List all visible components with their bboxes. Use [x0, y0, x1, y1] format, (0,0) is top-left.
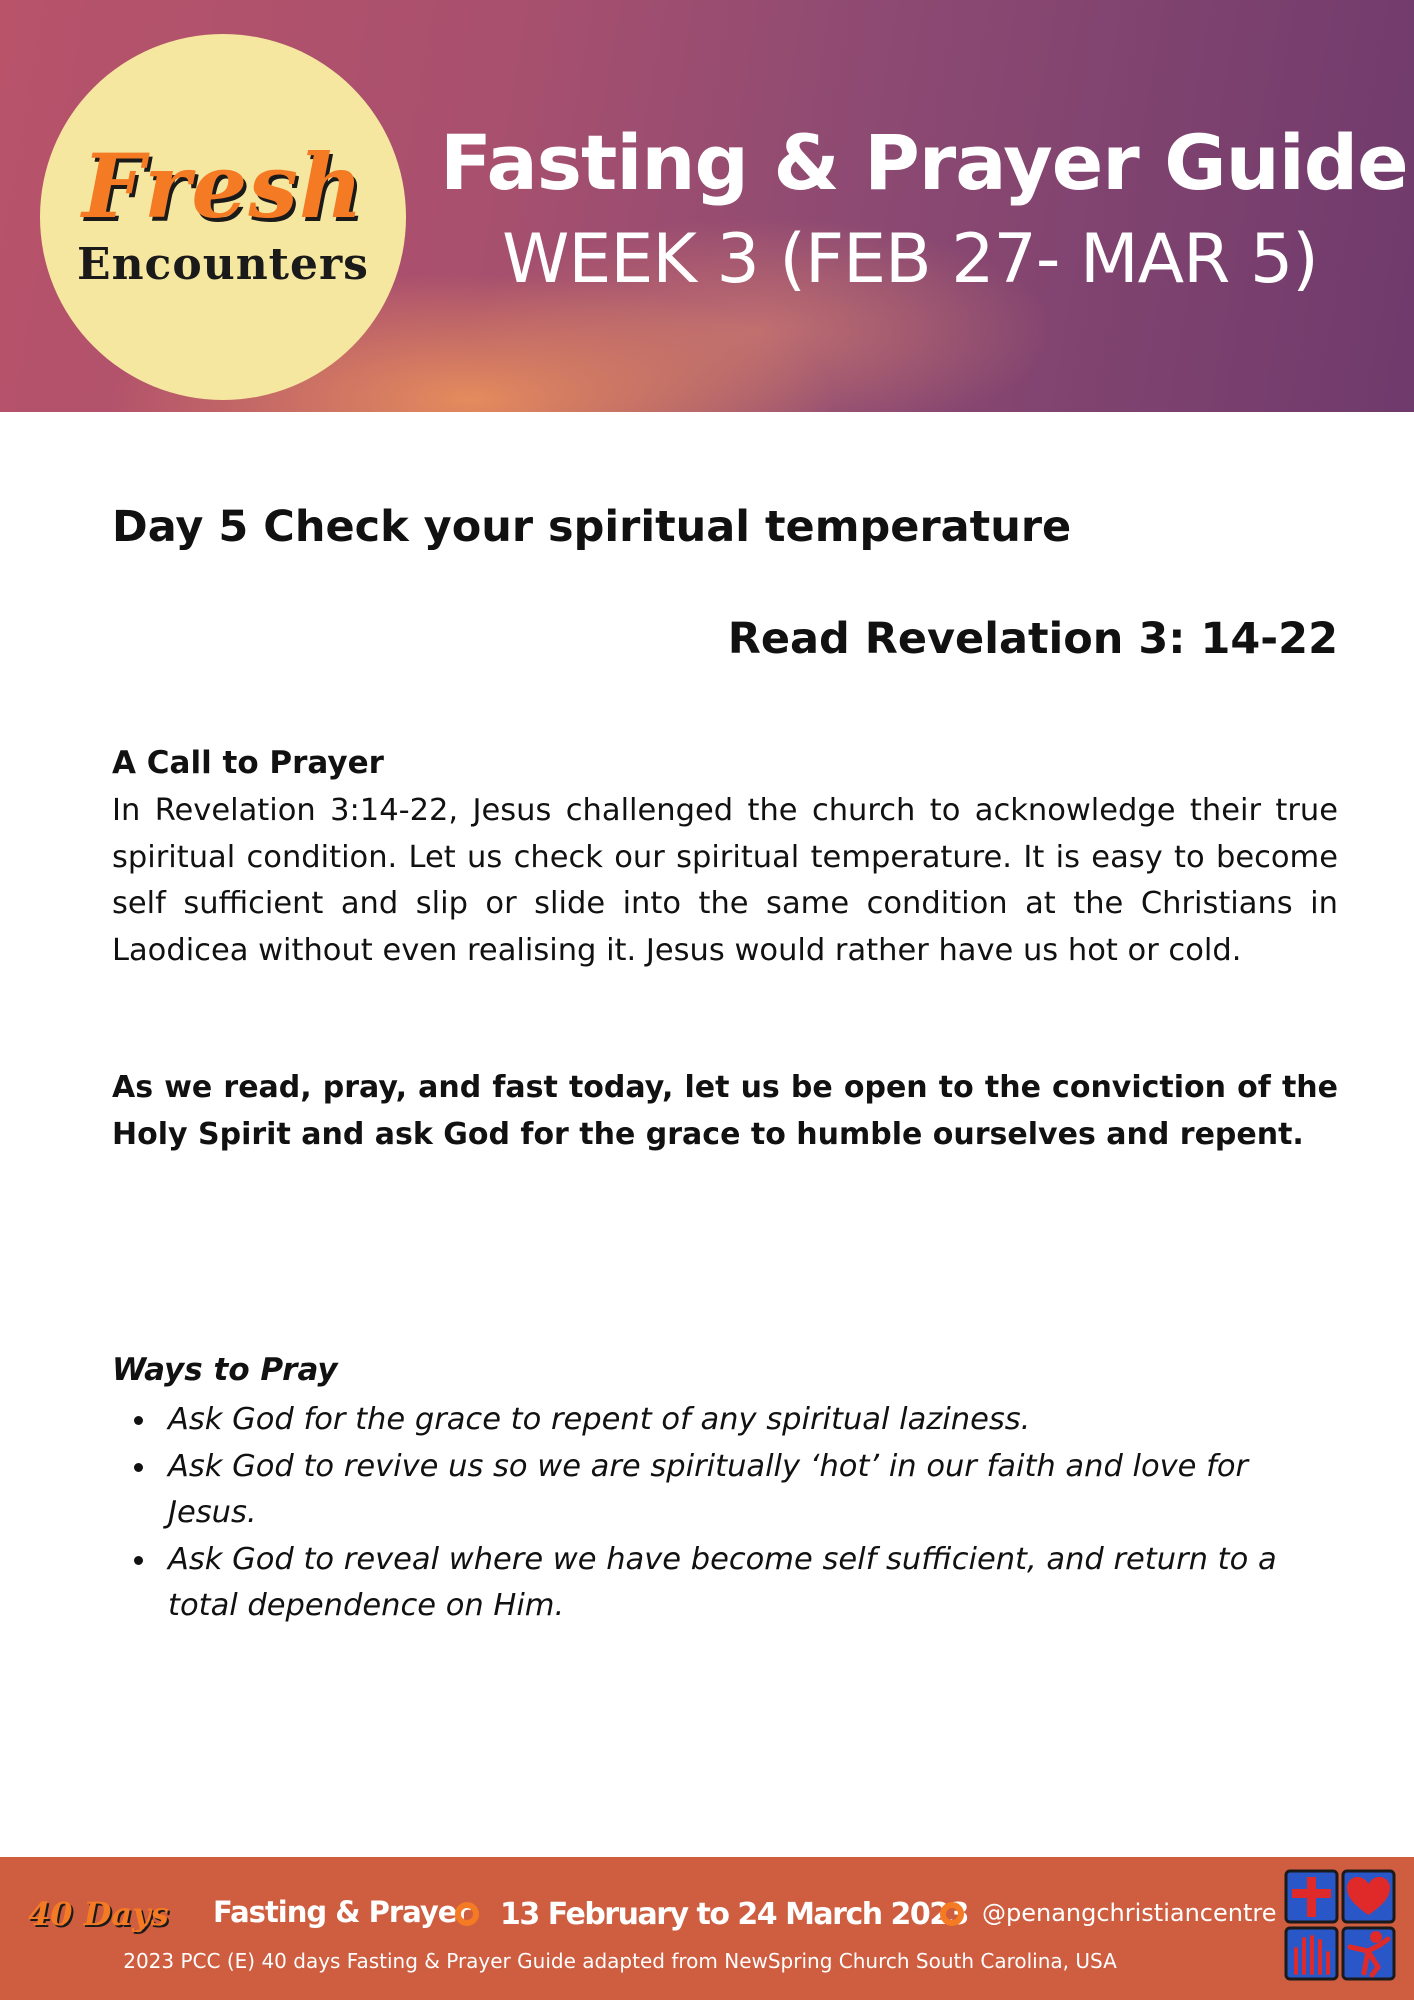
list-item	[112, 1397, 1338, 1444]
footer	[0, 1857, 1414, 2000]
footer-40-days: 40 Days	[28, 1895, 169, 1933]
list-item-text: Ask God to reveal where we have become self sufficient, and return to a total dependence on Him.	[168, 1541, 1277, 1623]
church-logo-icon	[1284, 1869, 1396, 1981]
footer-social-handle[interactable]: @penangchristiancentre	[982, 1899, 1277, 1927]
ways-to-pray-heading: Ways to Pray	[112, 1352, 338, 1388]
footer-credit: 2023 PCC (E) 40 days Fasting & Prayer Guide adapted from NewSpring Church South Carolina, USA	[123, 1949, 1117, 1973]
list-item-text: Ask God to revive us so we are spiritually ‘hot’ in our faith and love for Jesus.	[168, 1448, 1249, 1530]
bullet-icon	[134, 1416, 143, 1425]
bullet-icon	[134, 1463, 143, 1472]
footer-dates: 13 February to 24 March 2023	[500, 1897, 969, 1932]
list-item-text: Ask God for the grace to repent of any spiritual laziness.	[168, 1402, 1031, 1437]
week-subtitle: WEEK 3 (FEB 27- MAR 5)	[502, 220, 1318, 299]
bullet-icon	[134, 1556, 143, 1565]
list-item	[112, 1537, 1338, 1630]
ring-icon	[940, 1902, 964, 1926]
ring-icon	[455, 1902, 479, 1926]
header-banner	[0, 0, 1414, 412]
scripture-reading: Read Revelation 3: 14-22	[727, 614, 1338, 664]
call-to-prayer-paragraph: In Revelation 3:14-22, Jesus challenged the church to acknowledge their true spiritual condition. Let us check our spiritual temperature. It is easy to become self sufficient and slip or slide into the same condition at the Christians in Laodicea without even realising it. Jesus would rather have us hot or cold.	[112, 793, 1338, 968]
call-to-prayer-heading: A Call to Prayer	[112, 745, 384, 781]
list-item	[112, 1444, 1338, 1537]
footer-fasting-prayer: Fasting & Prayer	[213, 1895, 470, 1929]
day-title: Day 5 Check your spiritual temperature	[112, 502, 1072, 552]
page-title: Fasting & Prayer Guide	[440, 118, 1408, 207]
fresh-encounters-logo	[40, 34, 406, 400]
ways-to-pray-list	[112, 1397, 1338, 1630]
logo-word-encounters: Encounters	[77, 239, 369, 290]
emphasis-paragraph: As we read, pray, and fast today, let us be open to the conviction of the Holy Spirit and ask God for the grace to humble ourselves and repent.	[112, 1070, 1338, 1152]
logo-word-fresh: Fresh	[82, 134, 364, 238]
